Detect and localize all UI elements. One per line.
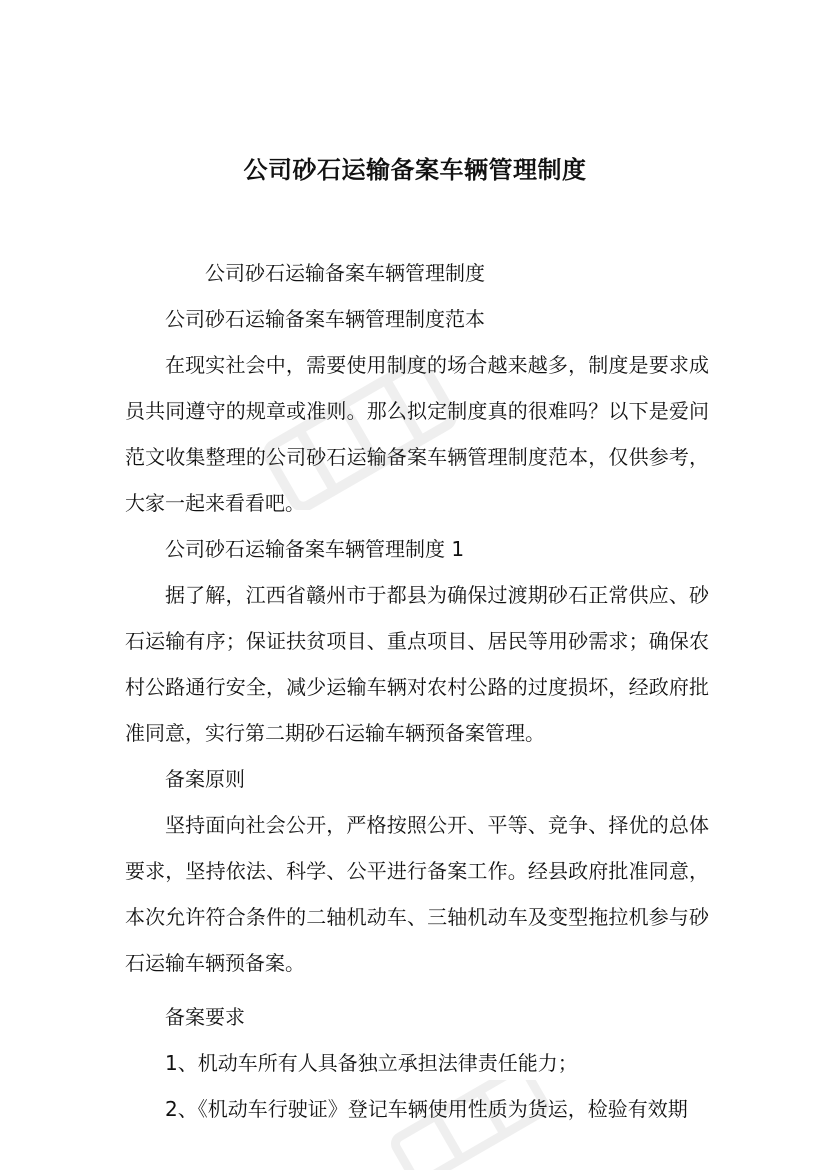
paragraph-requirements-heading: 备案要求 xyxy=(165,1005,245,1029)
paragraph-principle-heading: 备案原则 xyxy=(165,767,245,791)
paragraph-subtitle: 公司砂石运输备案车辆管理制度 xyxy=(205,261,485,285)
paragraph-principle: 坚持面向社会公开，严格按照公开、平等、竞争、择优的总体要求，坚持依法、科学、公平进行备案工作。经县政府批准同意，本次允许符合条件的二轴机动车、三轴机动车及变型拖拉机参与砂石运输车辆预备案。 xyxy=(125,813,709,975)
paragraph-template-title: 公司砂石运输备案车辆管理制度范本 xyxy=(165,307,485,331)
paragraph-requirement-2: 2、《机动车行驶证》登记车辆使用性质为货运，检验有效期 xyxy=(165,1097,688,1121)
paragraph-intro: 在现实社会中，需要使用制度的场合越来越多，制度是要求成员共同遵守的规章或准则。那么拟定制度真的很难吗？以下是爱问范文收集整理的公司砂石运输备案车辆管理制度范本，仅供参考，大家一起来看看吧。 xyxy=(125,353,709,515)
paragraph-requirement-1: 1、机动车所有人具备独立承担法律责任能力； xyxy=(165,1051,578,1075)
paragraph-section-heading: 公司砂石运输备案车辆管理制度 1 xyxy=(165,537,465,561)
document-title: 公司砂石运输备案车辆管理制度 xyxy=(243,156,587,185)
document-body xyxy=(125,250,709,1132)
paragraph-background: 据了解，江西省赣州市于都县为确保过渡期砂石正常供应、砂石运输有序；保证扶贫项目、重点项目、居民等用砂需求；确保农村公路通行安全，减少运输车辆对农村公路的过度损坏，经政府批准同意，实行第二期砂石运输车辆预备案管理。 xyxy=(125,583,709,745)
